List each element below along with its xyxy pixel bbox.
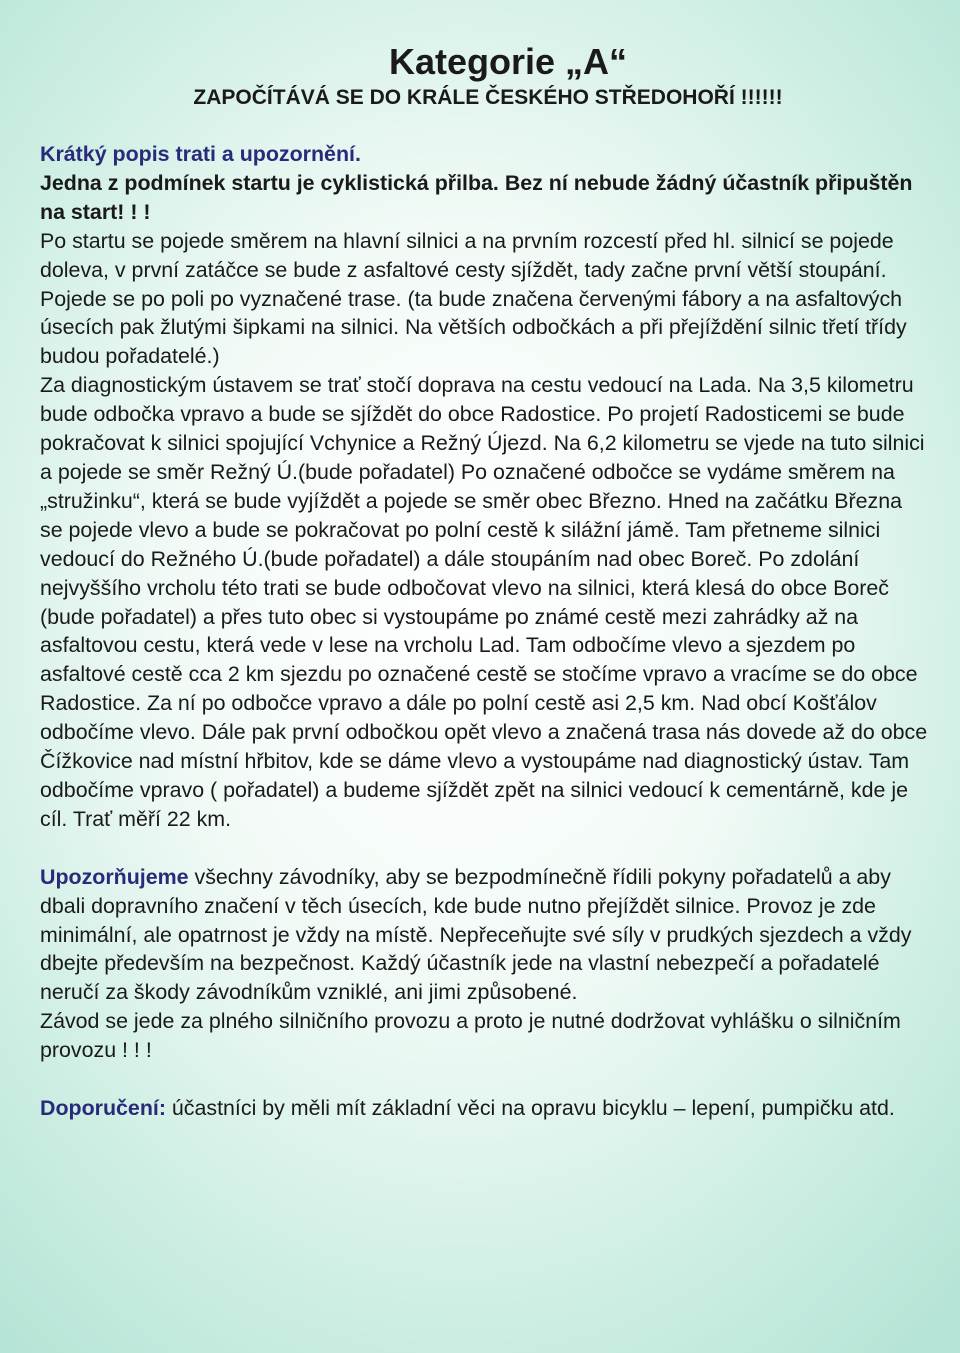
traffic-notice: Závod se jede za plného silničního provozu a proto je nutné dodržovat vyhlášku o silničním provozu ! ! ! — [40, 1009, 901, 1063]
spacer — [40, 834, 930, 863]
page-subtitle: ZAPOČÍTÁVÁ SE DO KRÁLE ČESKÉHO STŘEDOHOŘÍ !!!!!! — [193, 86, 783, 109]
warning-label: Upozorňujeme — [40, 864, 189, 889]
document-page — [40, 40, 930, 1123]
page-title: Kategorie „A“ — [388, 41, 628, 82]
helmet-notice: Jedna z podmínek startu je cyklistická přilba. Bez ní nebude žádný účastník připuštěn na start! ! ! — [40, 170, 913, 224]
spacer — [40, 1065, 930, 1094]
recommendation-text: účastníci by měli mít základní věci na opravu bicyklu – lepení, pumpičku atd. — [165, 1096, 895, 1121]
warning-text: všechny závodníky, aby se bezpodmínečně řídili pokyny pořadatelů a aby dbali dopravního značení v těch úsecích, kde bude nutno přejíždět silnice. Provoz je zde minimální, ale opatrnost je vždy na místě. Nepřeceňujte své síly v prudkých sjezdech a vždy dbejte především na bezpečnost. Každý účastník jede na vlastní nebezpečí a pořadatelé neručí za škody závodníkům vzniklé, ani jimi způsobené. — [40, 864, 912, 1005]
section-heading: Krátký popis trati a upozornění. — [40, 142, 361, 166]
route-continued: Za diagnostickým ústavem se trať stočí doprava na cestu vedoucí na Lada. Na 3,5 kilometru bude odbočka vpravo a bude se sjíždět do obce Radostice. Po projetí Radosticemi se bude pokračovat k silnici spojující Vchynice a Režný Újezd. Na 6,2 kilometru se vjede na tuto silnici a pojede se směr Režný Ú.(bude pořadatel) Po označené odbočce se vydáme směrem na „stružinku“, která se bude vyjíždět a pojede se směr obec Březno. Hned na začátku Března se pojede vlevo a bude se pokračovat po polní cestě k silážní jámě. Tam přetneme silnici vedoucí do Režného Ú.(bude pořadatel) a dále stoupáním nad obec Boreč. Po zdolání nejvyššího vrcholu této trati se bude odbočovat vlevo na silnici, která klesá do obce Boreč (bude pořadatel) a přes tuto obec si vystoupáme po známé cestě mezi zahrádky až na asfaltovou cestu, která vede v lese na vrcholu Lad. Tam odbočíme vlevo a sjezdem po asfaltové cestě cca 2 km sjezdu po označené cestě se stočíme vpravo a vracíme se do obce Radostice. Za ní po odbočce vpravo a dále po polní cestě asi 2,5 km. Nad obcí Košťálov odbočíme vlevo. Dále pak první odbočkou opět vlevo a značená trasa nás dovede až do obce Čížkovice nad místní hřbitov, kde se dáme vlevo a vystoupáme nad diagnostický ústav. Tam odbočíme vpravo ( pořadatel) a budeme sjíždět zpět na silnici vedoucí k cementárně, kde je cíl. Trať měří 22 km. — [40, 373, 928, 831]
warning-section — [40, 863, 930, 1065]
recommendation-section — [40, 1094, 930, 1123]
warning-paragraph — [40, 863, 930, 1008]
route-description: Po startu se pojede směrem na hlavní silnici a na prvním rozcestí před hl. silnicí se pojede doleva, v první zatáčce se bude z asfaltové cesty sjíždět, tady začne první větší stoupání. Pojede se po poli po vyznačené trase. (ta bude značena červenými fábory a na asfaltových úsecích pak žlutými šipkami na silnici. Na větších odbočkách a při přejíždění silnic třetí třídy budou pořadatelé.) — [40, 228, 907, 369]
recommendation-paragraph — [40, 1094, 930, 1123]
recommendation-label: Doporučení: — [40, 1096, 166, 1121]
intro-section — [40, 140, 930, 834]
